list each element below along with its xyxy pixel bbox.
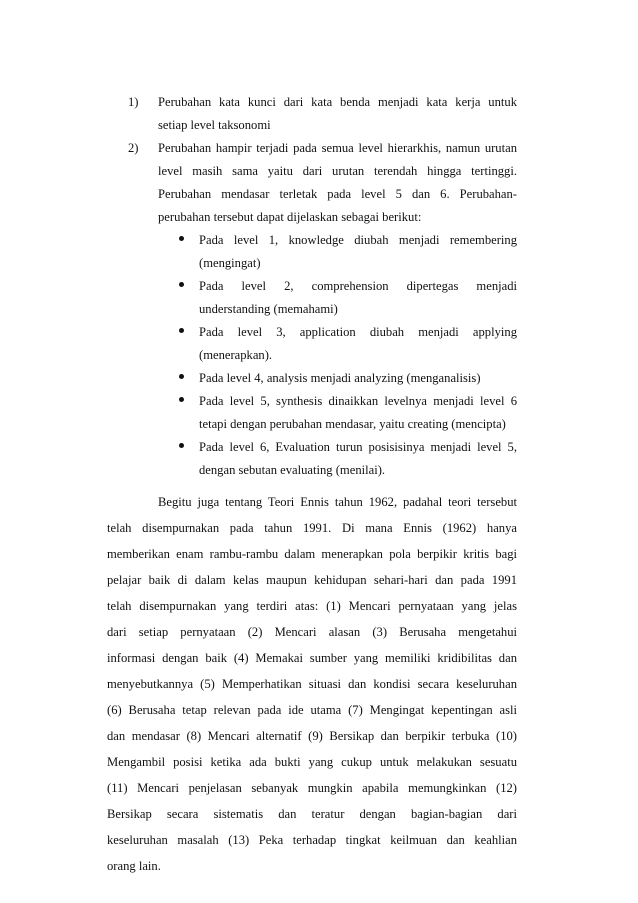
bullet-line: tetapi dengan perubahan mendasar, yaitu creating (mencipta): [199, 417, 506, 431]
bullet-line: (menerapkan).: [199, 348, 273, 362]
bullet-line: Pada level 4, analysis menjadi analyzing (menganalisis): [199, 371, 481, 385]
paragraph-line: memberikan enam rambu-rambu dalam menerapkan pola berpikir kritis bagi: [107, 547, 517, 561]
paragraph-line: (6) Berusaha tetap relevan pada ide utama (7) Mengingat kepentingan asli: [107, 703, 517, 717]
bullet-dot: [179, 397, 184, 402]
paragraph-line: dan mendasar (8) Mencari alternatif (9) Bersikap dan berpikir terbuka (10): [107, 729, 517, 743]
bullet-line: Pada level 5, synthesis dinaikkan levelnya menjadi level 6: [199, 394, 517, 408]
paragraph-line: telah disempurnakan yang terdiri atas: (1) Mencari pernyataan yang jelas: [107, 599, 517, 613]
list-number: 2): [128, 141, 139, 155]
list-number: 1): [128, 95, 139, 109]
paragraph-line: menyebutkannya (5) Memperhatikan situasi dan kondisi secara keseluruhan: [107, 677, 517, 691]
bullet-dot: [179, 328, 184, 333]
paragraph-line: dari setiap pernyataan (2) Mencari alasan (3) Berusaha mengetahui: [107, 625, 517, 639]
bullet-dot: [179, 443, 184, 448]
bullet-line: Pada level 6, Evaluation turun posisisinya menjadi level 5,: [199, 440, 517, 454]
bullet-line: Pada level 2, comprehension dipertegas menjadi: [199, 279, 517, 293]
bullet-line: dengan sebutan evaluating (menilai).: [199, 463, 386, 477]
list-item-line: Perubahan mendasar terletak pada level 5 dan 6. Perubahan-: [158, 187, 517, 201]
paragraph-line: Mengambil posisi ketika ada bukti yang cukup untuk melakukan sesuatu: [107, 755, 517, 769]
bullet-line: (mengingat): [199, 256, 261, 270]
bullet-dot: [179, 374, 184, 379]
bullet-dot: [179, 236, 184, 241]
bullet-line: Pada level 3, application diubah menjadi applying: [199, 325, 517, 339]
bullet-line: Pada level 1, knowledge diubah menjadi remembering: [199, 233, 517, 247]
bullet-line: understanding (memahami): [199, 302, 338, 316]
list-item-line: setiap level taksonomi: [158, 118, 271, 132]
list-item-line: perubahan tersebut dapat dijelaskan sebagai berikut:: [158, 210, 422, 224]
paragraph-line: telah disempurnakan pada tahun 1991. Di mana Ennis (1962) hanya: [107, 521, 517, 535]
paragraph-line: informasi dengan baik (4) Memakai sumber yang memiliki kridibilitas dan: [107, 651, 517, 665]
paragraph-line: orang lain.: [107, 859, 161, 873]
paragraph-line: pelajar baik di dalam kelas maupun kehidupan sehari-hari dan pada 1991: [107, 573, 517, 587]
list-item-line: level masih sama yaitu dari urutan terendah hingga tertinggi.: [158, 164, 517, 178]
paragraph-line: keseluruhan masalah (13) Peka terhadap tingkat keilmuan dan keahlian: [107, 833, 517, 847]
paragraph-line: (11) Mencari penjelasan sebanyak mungkin apabila memungkinkan (12): [107, 781, 517, 795]
paragraph-line: Bersikap secara sistematis dan teratur dengan bagian-bagian dari: [107, 807, 517, 821]
list-item-line: Perubahan hampir terjadi pada semua level hierarkhis, namun urutan: [158, 141, 517, 155]
paragraph-line: Begitu juga tentang Teori Ennis tahun 1962, padahal teori tersebut: [158, 495, 517, 509]
bullet-dot: [179, 282, 184, 287]
list-item-line: Perubahan kata kunci dari kata benda menjadi kata kerja untuk: [158, 95, 517, 109]
